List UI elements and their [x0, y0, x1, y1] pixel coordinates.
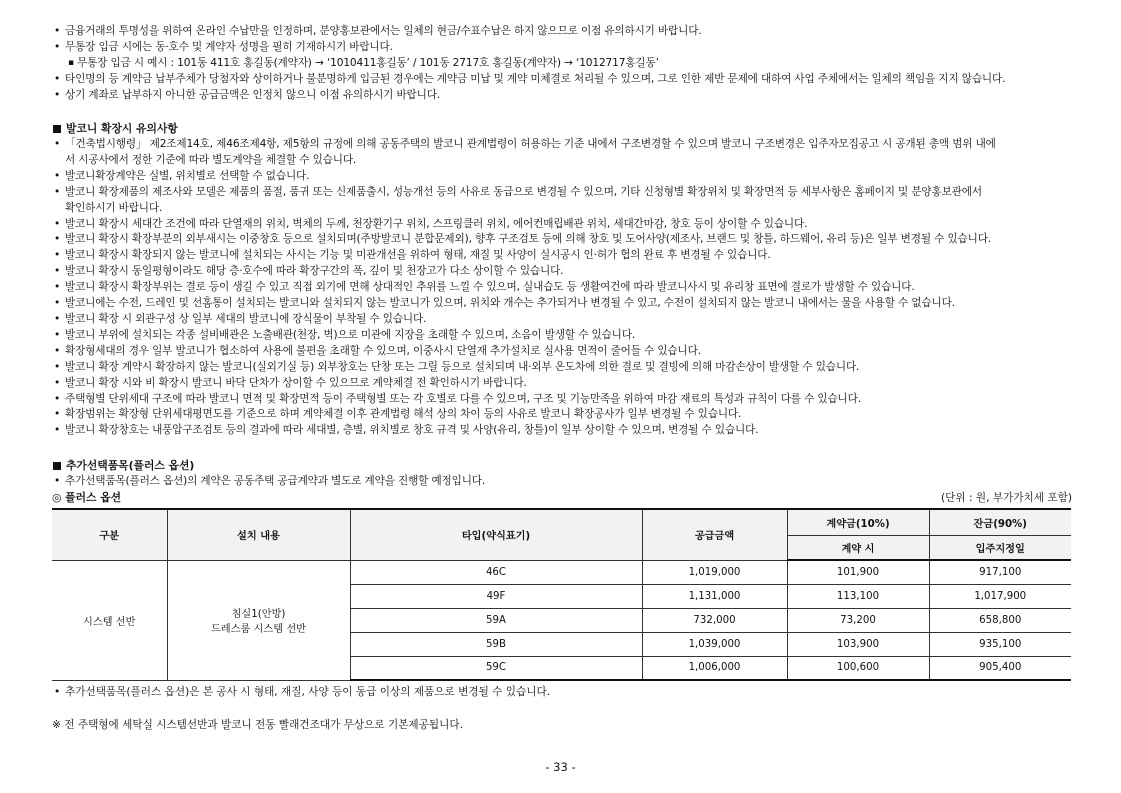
- balance-cell: 658,800: [929, 608, 1071, 632]
- header-price: 공급금액: [642, 509, 787, 560]
- type-cell: 49F: [350, 584, 642, 608]
- header-deposit: 계약금(10%): [787, 509, 929, 535]
- type-cell: 46C: [350, 560, 642, 584]
- deposit-cell: 100,600: [787, 656, 929, 680]
- list-item: • 주택형별 단위세대 구조에 따라 발코니 면적 및 확장면적 등이 주택형별 또는 각 호별로 다를 수 있으며, 구조 및 기능만족을 위하여 마감 재료의 특성과 규칙이 다를 수 있습니다.: [52, 392, 1072, 408]
- header-category: 구분: [52, 509, 167, 560]
- list-item-continuation: 서 시공사에서 정한 기준에 따라 별도계약을 체결할 수 있습니다.: [65, 153, 357, 166]
- list-item: • 발코니 확장시 확장부분의 외부새시는 이중창호 등으로 설치되며(주방발코니 분합문제외), 향후 구조검토 등에 의해 창호 및 도어사양(제조사, 브랜드 및 창틀, 하드웨어, 유리 등)은 일부 변경될 수 있습니다.: [52, 232, 1072, 248]
- options-subtitle: ◎ 플러스 옵션: [52, 490, 122, 504]
- content-line: 침실1(안방): [231, 609, 286, 620]
- list-item: • 발코니 확장제품의 제조사와 모델은 제품의 품절, 품귀 또는 신제품출시, 성능개선 등의 사유로 동급으로 변경될 수 있으며, 기타 신청형별 확장위치 및 확장면적 등 세부사항은 홈페이지 및 분양홍보관에서: [52, 185, 1072, 201]
- note-item: • 상기 계좌로 납부하지 아니한 공급금액은 인정치 않으니 이점 유의하시기 바랍니다.: [52, 88, 1072, 104]
- note-item: • 금융거래의 투명성을 위하여 온라인 수납만을 인정하며, 분양홍보관에서는 일체의 현금/수표수납은 하지 않으므로 이점 유의하시기 바랍니다.: [52, 24, 1072, 40]
- price-cell: 1,131,000: [642, 584, 787, 608]
- list-item: • 발코니 확장창호는 내풍압구조검토 등의 결과에 따라 세대별, 층별, 위치별로 창호 규격 및 사양(유리, 창틀)이 일부 상이할 수 있으며, 변경될 수 있습니다.: [52, 423, 1072, 439]
- deposit-cell: 101,900: [787, 560, 929, 584]
- balcony-section: [52, 121, 1072, 439]
- options-after-note: [52, 684, 550, 700]
- options-section: [52, 458, 1072, 506]
- content-cell: [167, 560, 350, 680]
- price-cell: 1,039,000: [642, 632, 787, 656]
- bullet: •: [54, 686, 61, 698]
- header-content: 설치 내용: [167, 509, 350, 560]
- note-example: ▪ 무통장 입금 시 예시 : 101동 411호 홍길동(계약자) → ‘1010411홍길동’ / 101동 2717호 홍길동(계약자) → ‘1012717홍길동’: [52, 56, 1072, 72]
- options-after-note-text: 추가선택품목(플러스 옵션)은 본 공사 시 형태, 재질, 사양 등이 동급 이상의 제품으로 변경될 수 있습니다.: [65, 686, 551, 698]
- type-cell: 59C: [350, 656, 642, 680]
- list-item-continuation: 확인하시기 바랍니다.: [65, 201, 163, 214]
- list-item: • 발코니 부위에 설치되는 각종 설비배관은 노출배관(천장, 벽)으로 미관에 지장을 초래할 수 있으며, 소음이 발생할 수 있습니다.: [52, 328, 1072, 344]
- content-line: 드레스룸 시스템 선반: [210, 624, 307, 635]
- category-cell: 시스템 선반: [52, 560, 167, 680]
- options-intro: • 추가선택품목(플러스 옵션)의 계약은 공동주택 공급계약과 별도로 계약을 진행할 예정입니다.: [52, 474, 1072, 490]
- header-deposit-sub: 계약 시: [787, 535, 929, 560]
- balance-cell: 905,400: [929, 656, 1071, 680]
- list-item: • 발코니에는 수전, 드레인 및 선홈통이 설치되는 발코니와 설치되지 않는 발코니가 있으며, 위치와 개수는 추가되거나 변경될 수 있고, 수전이 설치되지 않는 발코니 내에서는 물을 사용할 수 없습니다.: [52, 296, 1072, 312]
- balance-cell: 1,017,900: [929, 584, 1071, 608]
- list-item: • 발코니 확장시 확장부위는 결로 등이 생길 수 있고 직접 외기에 면해 상대적인 추위를 느낄 수 있으며, 실내습도 등 생활여건에 따라 발코니사시 및 유리창 표면에 결로가 발생할 수 있습니다.: [52, 280, 1072, 296]
- payment-notes: [52, 24, 1072, 104]
- list-item: • 발코니 확장 시와 비 확장시 발코니 바닥 단차가 상이할 수 있으므로 계약체결 전 확인하시기 바랍니다.: [52, 376, 1072, 392]
- plus-option-table: [52, 508, 1071, 681]
- type-cell: 59B: [350, 632, 642, 656]
- deposit-cell: 73,200: [787, 608, 929, 632]
- page-number: - 33 -: [545, 760, 576, 774]
- note-item: • 무통장 입금 시에는 동·호수 및 계약자 성명을 필히 기재하시기 바랍니다.: [52, 40, 1072, 56]
- list-item: • 확장범위는 확장형 단위세대평면도를 기준으로 하며 계약체결 이후 관계법령 해석 상의 차이 등의 사유로 발코니 확장공사가 일부 변경될 수 있습니다.: [52, 407, 1072, 423]
- header-balance-sub: 입주지정일: [929, 535, 1071, 560]
- header-type: 타입(약식표기): [350, 509, 642, 560]
- header-balance: 잔금(90%): [929, 509, 1071, 535]
- list-item: • 발코니 확장시 확장되지 않는 발코니에 설치되는 사시는 기능 및 미관개선을 위하여 형태, 재질 및 사양이 실시공시 인·허가 협의 완료 후 변경될 수 있습니다.: [52, 248, 1072, 264]
- price-cell: 732,000: [642, 608, 787, 632]
- table-row: [52, 560, 1071, 584]
- balance-cell: 935,100: [929, 632, 1071, 656]
- note-item: • 타인명의 등 계약금 납부주체가 당첨자와 상이하거나 불분명하게 입금된 경우에는 계약금 미납 및 계약 미체결로 처리될 수 있으며, 그로 인한 제반 문제에 대하여 사업 주체에서는 일체의 책임을 지지 않습니다.: [52, 72, 1072, 88]
- list-item: • 발코니확장계약은 실별, 위치별로 선택할 수 없습니다.: [52, 169, 1072, 185]
- price-cell: 1,019,000: [642, 560, 787, 584]
- deposit-cell: 113,100: [787, 584, 929, 608]
- deposit-cell: 103,900: [787, 632, 929, 656]
- section-heading: 발코니 확장시 유의사항: [52, 121, 1072, 137]
- price-cell: 1,006,000: [642, 656, 787, 680]
- balance-cell: 917,100: [929, 560, 1071, 584]
- list-item: • 발코니 확장시 세대간 조건에 따라 단열재의 위치, 벽체의 두께, 천장환기구 위치, 스프링클러 위치, 에어컨매립배관 위치, 세대간마감, 창호 등이 상이할 수 있습니다.: [52, 217, 1072, 233]
- list-item: • 발코니 확장시 동일평형이라도 해당 층·호수에 따라 확장구간의 폭, 깊이 및 천장고가 다소 상이할 수 있습니다.: [52, 264, 1072, 280]
- closing-note: ※ 전 주택형에 세탁실 시스템선반과 발코니 전동 빨래건조대가 무상으로 기본제공됩니다.: [52, 719, 463, 731]
- list-item: • 확장형세대의 경우 일부 발코니가 협소하여 사용에 불편을 초래할 수 있으며, 이중사시 단열재 추가설치로 실사용 면적이 줄어들 수 있습니다.: [52, 344, 1072, 360]
- list-item: • 발코니 확장 시 외관구성 상 일부 세대의 발코니에 장식물이 부착될 수 있습니다.: [52, 312, 1072, 328]
- list-item: • 「건축법시행령」 제2조제14호, 제46조제4항, 제5항의 규정에 의해 공동주택의 발코니 관계법령이 허용하는 기준 내에서 구조변경할 수 있으며 발코니 구조변경은 입주자모집공고 시 공개된 총액 범위 내에: [52, 137, 1072, 153]
- section-heading: 추가선택품목(플러스 옵션): [52, 458, 1072, 474]
- unit-note: (단위 : 원, 부가가치세 포함): [940, 491, 1072, 504]
- list-item: • 발코니 확장 계약시 확장하지 않는 발코니(실외기실 등) 외부창호는 단창 또는 그릴 등으로 설치되며 내·외부 온도차에 의한 결로 및 결빙에 의해 마감손상이 발생할 수 있습니다.: [52, 360, 1072, 376]
- type-cell: 59A: [350, 608, 642, 632]
